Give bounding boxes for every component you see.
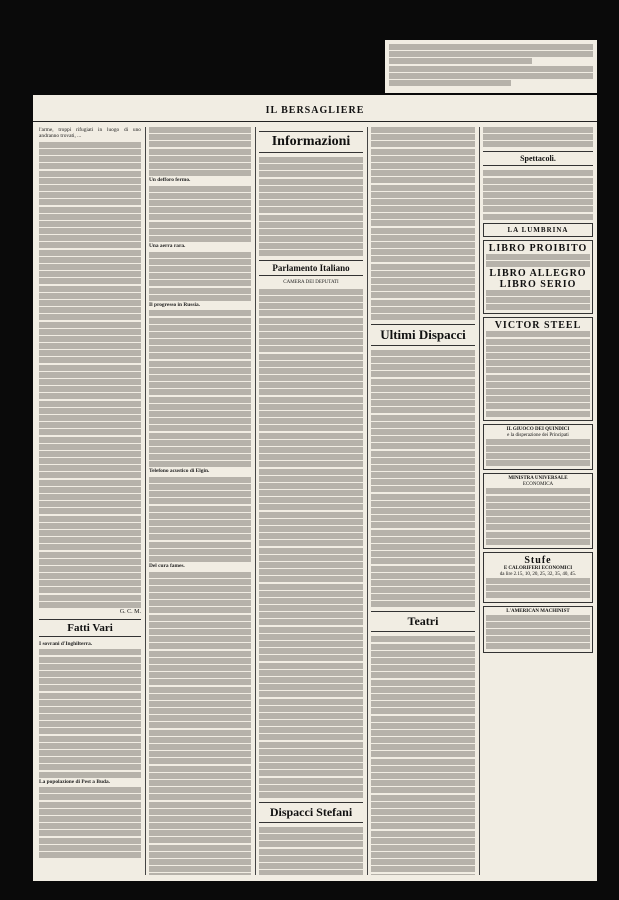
subheading: CAMERA DEI DEPUTATI — [283, 280, 339, 286]
ad-lumbrina: LA LUMBRINA — [483, 223, 593, 237]
column-5-ads — [483, 127, 593, 875]
signature: G. C. M. — [119, 609, 141, 615]
ad-stufe: Stufe E CALORIFERI ECONOMICI da lire 2.15, 10, 20, 25, 32, 35, 40, 45. — [483, 552, 593, 603]
entry-title: Telefono acustico di Elgin. — [149, 468, 210, 475]
section-parlamento: Parlamento Italiano — [259, 260, 363, 276]
entry-title: Il progresso in Russia. — [149, 301, 201, 308]
column-1 — [39, 127, 141, 875]
column-2 — [149, 127, 251, 875]
page-title: IL BERSAGLIERE — [265, 105, 365, 116]
masthead — [33, 95, 597, 122]
section-fatti-vari: Fatti Vari — [39, 619, 141, 637]
entry-title: La popolazione di Pest a Buda. — [39, 778, 110, 785]
opening-text: l'arme, troppi rifugiati in luogo di uno andranno trovati, ... — [39, 127, 141, 140]
ad-libro-proibito: LIBRO PROIBITO LIBRO ALLEGRO LIBRO SERIO — [483, 240, 593, 315]
entry-title: I sovrani d'Inghilterra. — [39, 641, 93, 647]
section-teatri: Teatri — [371, 611, 475, 632]
newspaper-page — [33, 95, 597, 881]
column-4 — [371, 127, 475, 875]
ad-victor-steel: VICTOR STEEL — [483, 317, 593, 420]
ad-giuoco-quindici: IL GIUOCO DEI QUINDICI e la disperazione dei Principati — [483, 424, 593, 471]
section-spettacoli: Spettacoli. — [483, 151, 593, 166]
entry-title: Del cura fames. — [149, 563, 185, 570]
section-dispacci-stefani: Dispacci Stefani — [259, 802, 363, 823]
ad-ministra-universale: MINISTRA UNIVERSALE ECONOMICA — [483, 473, 593, 549]
section-ultimi-dispacci: Ultimi Dispacci — [371, 324, 475, 346]
section-informazioni: Informazioni — [259, 131, 363, 153]
adjacent-page-fragment — [385, 40, 597, 93]
ad-american-machinist: L'AMERICAN MACHINIST — [483, 606, 593, 654]
entry-title: Un defforo fermo. — [149, 177, 191, 184]
entry-title: Una aerra rara. — [149, 243, 186, 250]
column-3 — [259, 127, 363, 875]
